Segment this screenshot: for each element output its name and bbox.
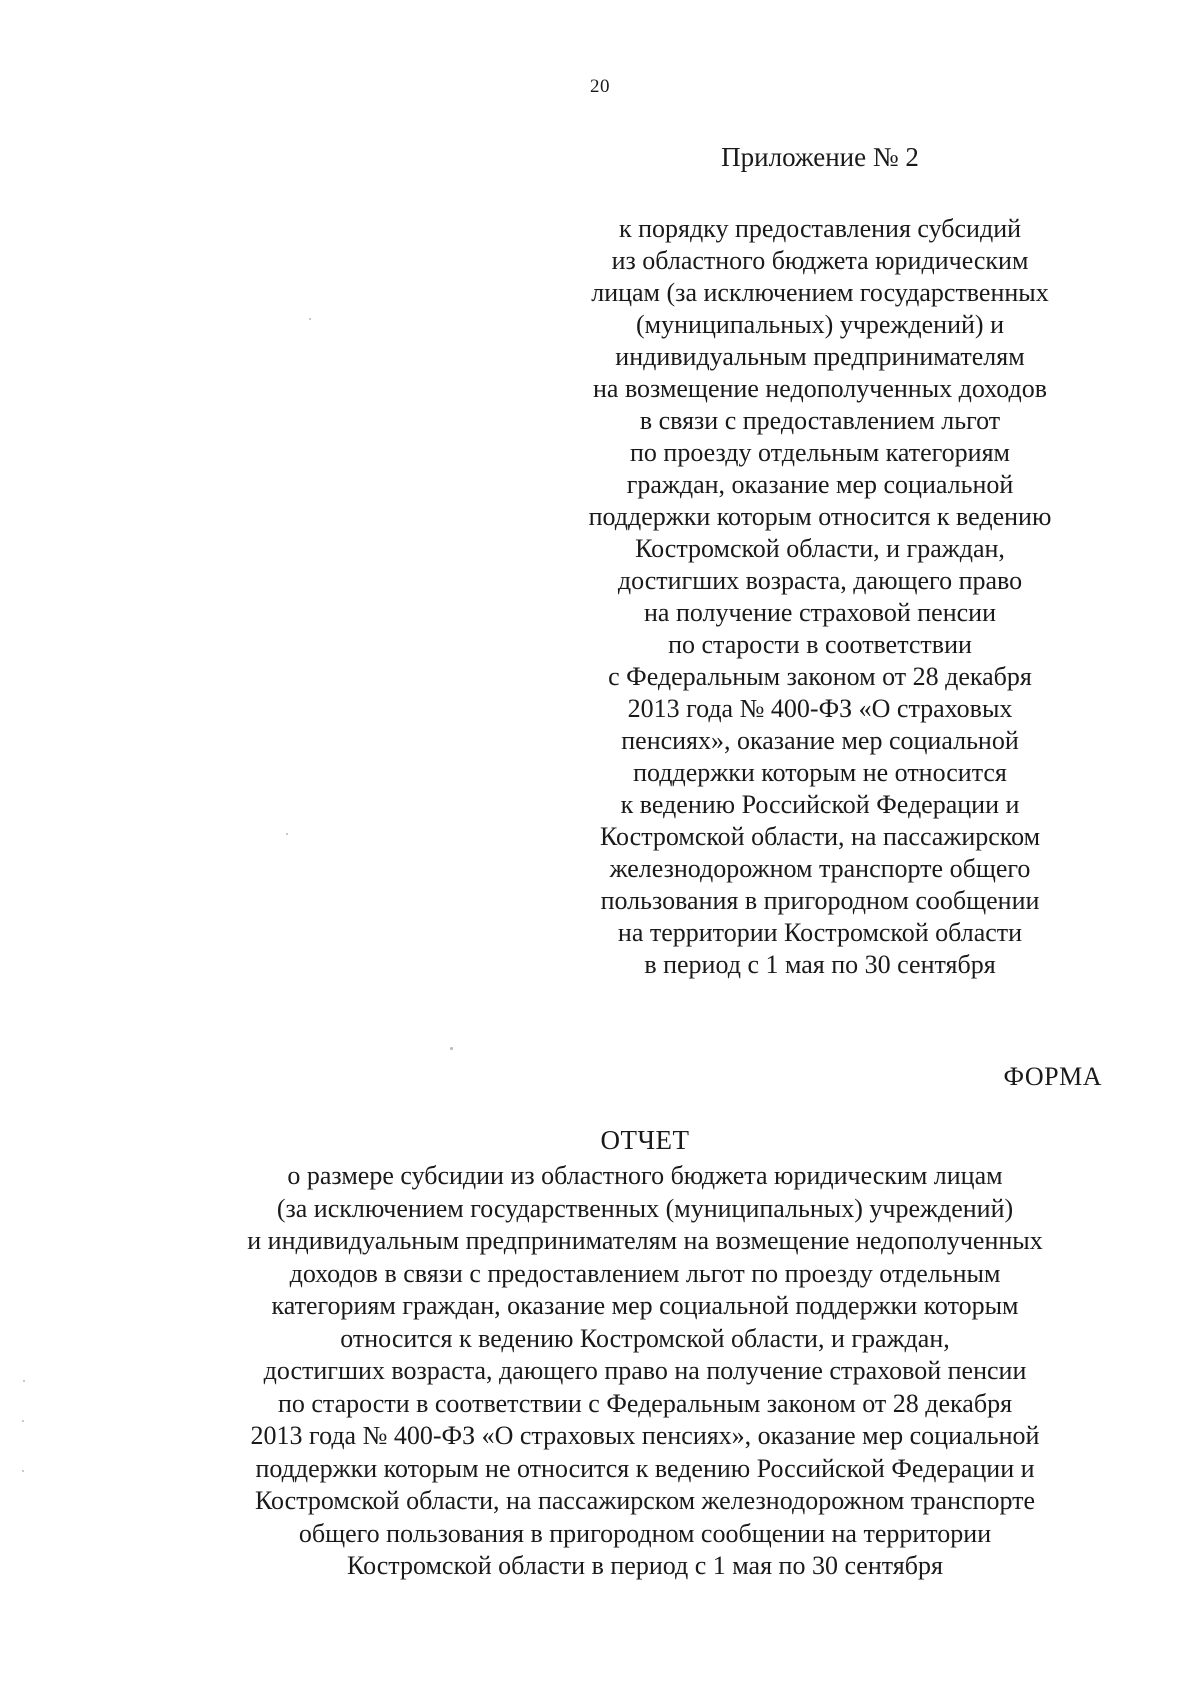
appendix-line: пользования в пригородном сообщении	[600, 886, 1040, 915]
report-line: (за исключением государственных (муниципальных) учреждений)	[276, 1193, 1014, 1223]
appendix-line: в связи с предоставлением льгот	[639, 406, 1001, 435]
report-line: достигших возраста, дающего право на получение страховой пенсии	[263, 1356, 1027, 1385]
appendix-line: 2013 года № 400-ФЗ «О страховых	[627, 694, 1013, 723]
report-line: Костромской области, на пассажирском железнодорожном транспорте	[254, 1486, 1036, 1515]
appendix-line: из областного бюджета юридическим	[611, 246, 1029, 275]
appendix-line: Костромской области, на пассажирском	[599, 822, 1041, 851]
report-line: относится к ведению Костромской области, и граждан,	[340, 1323, 950, 1353]
scan-speck	[286, 833, 288, 835]
appendix-line: по старости в соответствии	[668, 630, 972, 659]
scan-speck	[22, 1420, 24, 1422]
report-title: ОТЧЕТ	[600, 1125, 690, 1155]
appendix-line: достигших возраста, дающего право	[617, 566, 1023, 595]
appendix-line: на получение страховой пенсии	[643, 598, 996, 627]
appendix-line: на возмещение недополученных доходов	[592, 374, 1048, 403]
report-line: поддержки которым не относится к ведению Российской Федерации и	[255, 1453, 1035, 1483]
appendix-line: на территории Костромской области	[617, 918, 1023, 947]
scan-speck	[309, 318, 311, 320]
appendix-line: пенсиях», оказание мер социальной	[621, 726, 1019, 755]
report-line: и индивидуальным предпринимателям на возмещение недополученных	[247, 1226, 1043, 1255]
appendix-line: к ведению Российской Федерации и	[620, 790, 1020, 819]
report-line: доходов в связи с предоставлением льгот по проезду отдельным	[289, 1258, 1001, 1288]
scan-speck	[23, 1380, 25, 1382]
appendix-line: поддержки которым не относится	[633, 758, 1007, 787]
appendix-line: к порядку предоставления субсидий	[618, 214, 1022, 243]
report-line: по старости в соответствии с Федеральным законом от 28 декабря	[277, 1388, 1013, 1418]
form-label: ФОРМА	[1003, 1062, 1102, 1091]
appendix-line: поддержки которым относится к ведению	[588, 502, 1052, 531]
report-line: категориям граждан, оказание мер социальной поддержки которым	[271, 1291, 1019, 1320]
appendix-line: по проезду отдельным категориям	[630, 438, 1010, 467]
scan-speck	[450, 1047, 453, 1050]
appendix-line: с Федеральным законом от 28 декабря	[608, 662, 1032, 691]
appendix-line: (муниципальных) учреждений) и	[636, 310, 1004, 339]
appendix-line: граждан, оказание мер социальной	[626, 470, 1014, 499]
report-description	[195, 1160, 1095, 1583]
appendix-line: индивидуальным предпринимателям	[615, 342, 1025, 371]
report-line: общего пользования в пригородном сообщении на территории	[298, 1518, 992, 1548]
scan-speck	[22, 1470, 24, 1472]
page-number: 20	[590, 76, 610, 97]
appendix-line: лицам (за исключением государственных	[591, 278, 1049, 307]
appendix-line: Костромской области, и граждан,	[635, 534, 1005, 563]
report-line: о размере субсидии из областного бюджета юридическим лицам	[287, 1161, 1003, 1190]
appendix-description	[570, 213, 1070, 981]
report-line: 2013 года № 400-ФЗ «О страховых пенсиях», оказание мер социальной	[250, 1421, 1040, 1450]
appendix-line: в период с 1 мая по 30 сентября	[644, 950, 996, 979]
report-line: Костромской области в период с 1 мая по 30 сентября	[347, 1551, 943, 1580]
appendix-line: железнодорожном транспорте общего	[609, 854, 1031, 883]
appendix-title: Приложение № 2	[721, 142, 919, 172]
